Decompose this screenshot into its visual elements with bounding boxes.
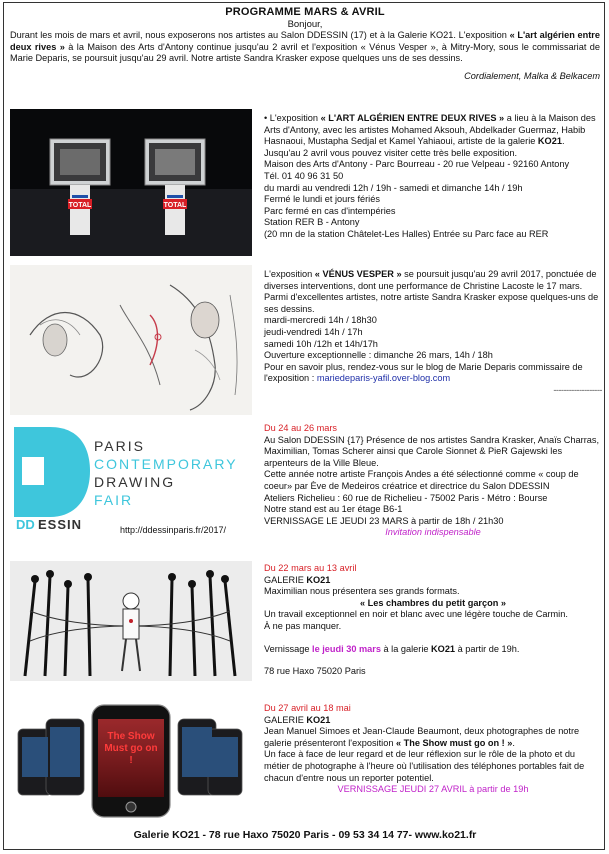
section1-address: Maison des Arts d'Antony - Parc Bourreau - 20 rue Velpeau - 92160 Antony: [264, 159, 570, 170]
section1-intro: • L'exposition « L'ART ALGÉRIEN ENTRE DEUX RIVES » a lieu à la Maison des Arts d'Antony, avec les artistes Mohamed Aksouh, Abdelkader Guermaz, Habib Hasnaoui, Mustapha Sedjal et Kamel Yahiaoui, artiste de la galerie KO21.: [264, 113, 596, 147]
blog-line: Pour en savoir plus, rendez-vous sur le blog de Marie Deparis commissaire de l'exposition : mariedeparis-yafil.over-blog.com: [264, 361, 583, 384]
hours-line: samedi 10h /12h et 14h/17h: [264, 338, 378, 349]
logo-word-paris: PARIS: [94, 438, 145, 454]
page-title: PROGRAMME MARS & AVRIL: [225, 6, 385, 18]
maximilian-artwork: [10, 561, 252, 681]
signature: Cordialement, Malka & Belkacem: [464, 70, 600, 81]
section3-stand: Notre stand est au 1er étage B6-1: [264, 504, 403, 515]
section3-para: Au Salon DDESSIN {17} Présence de nos artistes Sandra Krasker, Anaïs Charras, Maximilian, Tomas Scherer ainsi que Carole Sionnet & PieR Gajewski les arpenteurs de la Ville Bleue.: [264, 434, 600, 468]
ddessin-url[interactable]: http://ddessinparis.fr/2017/: [120, 525, 227, 535]
section1-rer: Station RER B - Antony: [264, 217, 360, 228]
section4-para: Maximilian nous présentera ses grands formats.: [264, 586, 460, 597]
hours-line: mardi-mercredi 14h / 18h30: [264, 315, 377, 326]
separator: -------------------: [553, 384, 602, 395]
phones-photo: [10, 701, 252, 819]
pump-logo-left: TOTAL: [68, 202, 92, 209]
section1-closed: Fermé le lundi et jours fériés: [264, 194, 380, 205]
event-date: Du 24 au 26 mars: [264, 423, 338, 433]
vernissage-line: Vernissage le jeudi 30 mars à la galerie KO21 à partir de 19h.: [264, 643, 520, 654]
section3-text: [264, 423, 602, 539]
phone-screen-text: The Show Must go on !: [104, 731, 158, 766]
event-date: Du 27 avril au 18 mai: [264, 703, 351, 713]
hours-line: jeudi-vendredi 14h / 17h: [264, 326, 363, 337]
blog-link[interactable]: mariedeparis-yafil.over-blog.com: [316, 373, 451, 384]
gallery-address: 78 rue Haxo 75020 Paris: [264, 666, 366, 677]
section3-vernissage: VERNISSAGE LE JEUDI 23 MARS à partir de 18h / 21h30: [264, 515, 504, 526]
newsletter-page: [3, 2, 605, 850]
section4-para: À ne pas manquer.: [264, 620, 342, 631]
footer-contact: Galerie KO21 - 78 rue Haxo 75020 Paris - 09 53 34 14 77- www.ko21.fr: [133, 829, 477, 841]
logo-word-drawing: DRAWING: [94, 474, 176, 490]
section3-location: Ateliers Richelieu : 60 rue de Richelieu - 75002 Paris - Métro : Bourse: [264, 492, 548, 503]
ddessin-logo: [10, 421, 252, 541]
logo-word-fair: FAIR: [94, 492, 134, 508]
section5-para: Un face à face de leur regard et de leur réflexion sur le rôle de la photo et du métier de photographe à l'heure où l'utilisation des téléphones portables fait de chacun d'entre nous un reporter potentiel.: [264, 749, 585, 783]
special-opening: Ouverture exceptionnelle : dimanche 26 mars, 14h / 18h: [264, 350, 493, 361]
gallery-name: GALERIE KO21: [264, 574, 331, 585]
section4-para: Un travail exceptionnel en noir et blanc avec une légère touche de Carmin.: [264, 609, 568, 620]
header: [10, 7, 600, 83]
section5-text: [264, 703, 602, 796]
gas-pump-photo: [10, 109, 252, 256]
logo-word-contemporary: CONTEMPORARY: [94, 456, 238, 472]
section1-park: Parc fermé en cas d'intempéries: [264, 205, 396, 216]
section5-para: Jean Manuel Simoes et Jean-Claude Beaumont, deux photographes de notre galerie présenteront l'exposition « The Show must go on ! ».: [264, 726, 580, 748]
section1-line: Jusqu'au 2 avril vous pouvez visiter cette très belle exposition.: [264, 147, 518, 158]
section1-hours: du mardi au vendredi 12h / 19h - samedi et dimanche 14h / 19h: [264, 182, 523, 193]
logo-dd: DD: [16, 517, 35, 532]
exhibition-title: « Les chambres du petit garçon »: [359, 597, 507, 608]
event-date: Du 22 mars au 13 avril: [264, 563, 357, 573]
section3-para: Cette année notre artiste François Andes a été sélectionné comme « coup de coeur» par Ève de Medeiros créatrice et directrice du Salon DDESSIN: [264, 469, 579, 491]
section1-phone: Tél. 01 40 96 31 50: [264, 170, 344, 181]
drawing-artwork: [10, 265, 252, 415]
section5-vernissage: VERNISSAGE JEUDI 27 AVRIL à partir de 19h: [337, 784, 529, 795]
pump-logo-right: TOTAL: [163, 202, 187, 209]
gallery-name: GALERIE KO21: [264, 714, 331, 725]
section1-text: [264, 113, 602, 241]
greeting: Bonjour,: [287, 18, 323, 30]
section1-rer-note: (20 mn de la station Châtelet-Les Halles) Entrée su Parc face au RER: [264, 228, 549, 239]
section2-text: [264, 269, 602, 397]
logo-essin: ESSIN: [38, 517, 83, 532]
invitation-note: Invitation indispensable: [385, 527, 481, 538]
intro-paragraph: Durant les mois de mars et avril, nous exposerons nos artistes au Salon DDESSIN (17) et à la Galerie KO21. L'exposition « L'art algérien entre deux rives » à la Maison des Arts d'Antony continue jusqu'au 2 avril et l'exposition « Vénus Vesper », à Mitry-Mory, sous le commissariat de Marie Deparis, se poursuit jusqu'au 29 avril. Notre artiste Sandra Krasker expose quelques uns de ses dessins.: [10, 30, 601, 64]
section2-intro: L'exposition « VÉNUS VESPER » se poursuit jusqu'au 29 avril 2017, ponctuée de diverses interventions, dont une performance de Christine Lacoste le 17 mars. Parmi d'excellentes artistes, notre artiste Sandra Krasker expose quelques-uns de ses dessins.: [264, 269, 599, 314]
section4-text: [264, 563, 602, 678]
